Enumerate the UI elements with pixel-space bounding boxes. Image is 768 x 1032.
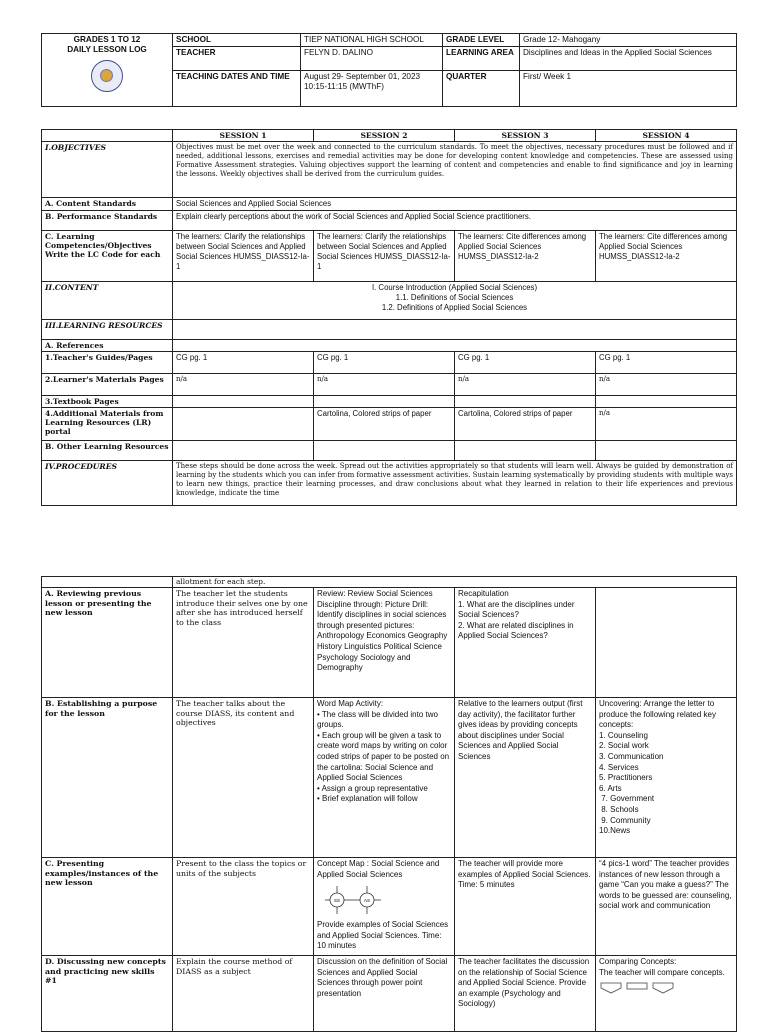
establishing-s2-bullet2: • Each group will be given a task to create word maps by writing on color coded strips of paper to be posted on the cartolina: Social Science and Applied Social Sciences <box>317 730 450 783</box>
textbook-label: 3.Textbook Pages <box>42 396 173 408</box>
content-line1: I. Course Introduction (Applied Social Sciences) <box>371 283 538 292</box>
learning-area-label: LEARNING AREA <box>443 47 520 71</box>
content-line3: 1.2. Definitions of Applied Social Sciences <box>381 303 528 312</box>
school-value: TIEP NATIONAL HIGH SCHOOL <box>301 34 443 47</box>
additional-materials-s3: Cartolina, Colored strips of paper <box>455 408 596 441</box>
presenting-s2 <box>314 858 455 956</box>
concept-map-diagram <box>317 882 427 918</box>
key-concept-item: 1. Counseling <box>599 730 648 740</box>
procedures-continued-label <box>42 577 173 588</box>
discussing-s2: Discussion on the definition of Social Sciences and Applied Social Sciences through power point presentation <box>314 956 455 1032</box>
teachers-guide-s3: CG pg. 1 <box>455 352 596 374</box>
learners-materials-s1: n/a <box>173 374 314 396</box>
procedures-continued-text: allotment for each step. <box>173 577 737 588</box>
textbook-s1 <box>173 396 314 408</box>
discussing-s3: The teacher facilitates the discussion on the relationship of Social Science and Applied Social Science. Provide an example (Psychology and Sociology) <box>455 956 596 1032</box>
session-3-header: SESSION 3 <box>455 130 596 142</box>
establishing-s3: Relative to the learners output (first day activity), the facilitator further gives ideas by providing concepts about disciplines under Social Sciences and Applied Social Sciences <box>455 698 596 858</box>
competencies-s3: The learners: Cite differences among Applied Social Sciences HUMSS_DIASS12-Ia-2 <box>455 231 596 282</box>
key-concept-item: 6. Arts <box>599 783 622 793</box>
presenting-s4: “4 pics-1 word” The teacher provides instances of new lesson through a game “Can you make a guess?” The words to be guessed are: counseling, social work and communication <box>596 858 737 956</box>
competencies-s2: The learners: Clarify the relationships between Social Sciences and Applied Social Sciences HUMSS_DIASS12-Ia-1 <box>314 231 455 282</box>
learning-resources-cell <box>173 320 737 340</box>
presenting-label: C. Presenting examples/instances of the new lesson <box>42 858 173 956</box>
reviewing-label: A. Reviewing previous lesson or presenting the new lesson <box>42 588 173 698</box>
learning-area-value: Disciplines and Ideas in the Applied Social Sciences <box>520 47 737 71</box>
quarter-label: QUARTER <box>443 71 520 107</box>
references-cell <box>173 340 737 352</box>
textbook-s2 <box>314 396 455 408</box>
other-resources-s2 <box>314 441 455 461</box>
establishing-s2-bullet4: • Brief explanation will follow <box>317 794 418 804</box>
content-text <box>173 282 737 320</box>
discussing-s4 <box>596 956 737 1032</box>
other-resources-label: B. Other Learning Resources <box>42 441 173 461</box>
textbook-s3 <box>455 396 596 408</box>
dates-value <box>301 71 443 107</box>
reviewing-s1: The teacher let the students introduce their selves one by one after she has introduced herself to the class <box>173 588 314 698</box>
establishing-label: B. Establishing a purpose for the lesson <box>42 698 173 858</box>
learners-materials-s4: n/a <box>596 374 737 396</box>
reviewing-s3-title: Recapitulation <box>458 589 509 598</box>
school-label: SCHOOL <box>173 34 301 47</box>
performance-standards-label: B. Performance Standards <box>42 211 173 231</box>
compare-shapes-diagram <box>599 981 679 995</box>
lesson-log-table-continued <box>41 576 737 1032</box>
objectives-text: Objectives must be met over the week and connected to the curriculum standards. To meet the objectives, necessary procedures must be followed and if needed, additional lessons, exercises and remedial activities may be done for developing content knowledge and competencies. These are assessed using Formative Assessment strategies. Valuing objectives support the learning of content and competencies and enable to find significance and joy in learning the lessons. Weekly objectives shall be derived from the curriculum guides. <box>173 142 737 198</box>
other-resources-s4 <box>596 441 737 461</box>
presenting-s2-text: Provide examples of Social Sciences and Applied Social Sciences. Time: 10 minutes <box>317 920 449 951</box>
content-standards-label: A. Content Standards <box>42 198 173 211</box>
dates-label: TEACHING DATES AND TIME <box>173 71 301 107</box>
reviewing-s3-q2: 2. What are related disciplines in Applied Social Sciences? <box>458 620 574 641</box>
procedures-label: IV.PROCEDURES <box>42 461 173 506</box>
content-standards-text: Social Sciences and Applied Social Sciences <box>173 198 737 211</box>
key-concept-item: 5. Practitioners <box>599 773 653 783</box>
key-concept-item: 8. Schools <box>599 804 639 814</box>
key-concept-item: 3. Communication <box>599 751 664 761</box>
dates-value-line2: 10:15-11:15 (MWThF) <box>304 82 384 91</box>
header-title-line2: DAILY LESSON LOG <box>67 45 147 54</box>
session-2-header: SESSION 2 <box>314 130 455 142</box>
key-concept-item: 10.News <box>599 826 631 836</box>
dates-value-line1: August 29- September 01, 2023 <box>304 72 421 81</box>
deped-seal-icon <box>91 60 123 92</box>
concept-node-ss-label: SS <box>333 898 341 904</box>
teachers-guide-s4: CG pg. 1 <box>596 352 737 374</box>
header-title-cell <box>42 34 173 107</box>
reviewing-s4 <box>596 588 737 698</box>
teachers-guide-s1: CG pg. 1 <box>173 352 314 374</box>
teachers-guide-s2: CG pg. 1 <box>314 352 455 374</box>
establishing-s4-title: Uncovering: Arrange the letter to produce the following related key concepts: <box>599 699 716 730</box>
competencies-label: C. Learning Competencies/Objectives Write the LC Code for each <box>42 231 173 282</box>
content-line2: 1.1. Definitions of Social Sciences <box>395 293 514 302</box>
procedures-text: These steps should be done across the week. Spread out the activities appropriately so that students will learn well. Always be guided by demonstration of learning by the students which you can infer from formative assessment activities. Sustain learning systematically by providing students with multiple ways to learn new things, practice their learning processes, and draw conclusions about what they learned in relation to their life experiences and previous knowledge, indicate the time <box>173 461 737 506</box>
other-resources-s1 <box>173 441 314 461</box>
key-concept-item: 2. Social work <box>599 741 649 751</box>
teacher-label: TEACHER <box>173 47 301 71</box>
reviewing-s2: Review: Review Social Sciences Discipline through: Picture Drill: Identify disciplines in social sciences through presented pictures: Anthropology Economics Geography History Linguistics Political Science Psychology Sociology and Demography <box>314 588 455 698</box>
performance-standards-text: Explain clearly perceptions about the work of Social Sciences and Applied Social Science practitioners. <box>173 211 737 231</box>
textbook-s4 <box>596 396 737 408</box>
objectives-label: I.OBJECTIVES <box>42 142 173 198</box>
other-resources-s3 <box>455 441 596 461</box>
learning-resources-label: III.LEARNING RESOURCES <box>42 320 173 340</box>
references-label: A. References <box>42 340 173 352</box>
teacher-value: FELYN D. DALINO <box>301 47 443 71</box>
discussing-s4-line1: Comparing Concepts: <box>599 957 677 966</box>
establishing-s2-title: Word Map Activity: <box>317 699 384 708</box>
establishing-s2-bullet1: • The class will be divided into two groups. <box>317 709 438 730</box>
additional-materials-s2: Cartolina, Colored strips of paper <box>314 408 455 441</box>
establishing-s2 <box>314 698 455 858</box>
competencies-s4: The learners: Cite differences among Applied Social Sciences HUMSS_DIASS12-Ia-2 <box>596 231 737 282</box>
competencies-s1: The learners: Clarify the relationships between Social Sciences and Applied Social Sciences HUMSS_DIASS12-Ia-1 <box>173 231 314 282</box>
learners-materials-label: 2.Learner's Materials Pages <box>42 374 173 396</box>
additional-materials-s1 <box>173 408 314 441</box>
teachers-guide-label: 1.Teacher's Guides/Pages <box>42 352 173 374</box>
establishing-s2-bullet3: • Assign a group representative <box>317 783 428 793</box>
header-table <box>41 33 737 107</box>
session-1-header: SESSION 1 <box>173 130 314 142</box>
reviewing-s3-q1: 1. What are the disciplines under Social Sciences? <box>458 599 575 620</box>
lesson-log-table <box>41 129 737 506</box>
establishing-s4 <box>596 698 737 858</box>
key-concept-item: 9. Community <box>599 815 651 825</box>
corner-cell <box>42 130 173 142</box>
grade-level-value: Grade 12- Mahogany <box>520 34 737 47</box>
key-concept-item: 7. Government <box>599 794 655 804</box>
presenting-s2-title: Concept Map : Social Science and Applied Social Sciences <box>317 859 440 879</box>
session-4-header: SESSION 4 <box>596 130 737 142</box>
concept-node-as-label: AS <box>363 898 371 904</box>
presenting-s1: Present to the class the topics or units of the subjects <box>173 858 314 956</box>
quarter-value: First/ Week 1 <box>520 71 737 107</box>
discussing-s1: Explain the course method of DIASS as a subject <box>173 956 314 1032</box>
discussing-s4-line2: The teacher will compare concepts. <box>599 967 725 977</box>
discussing-label: D. Discussing new concepts and practicing new skills #1 <box>42 956 173 1032</box>
additional-materials-s4: n/a <box>596 408 737 441</box>
grade-level-label: GRADE LEVEL <box>443 34 520 47</box>
establishing-s1: The teacher talks about the course DIASS, its content and objectives <box>173 698 314 858</box>
key-concept-item: 4. Services <box>599 762 639 772</box>
header-title-line1: GRADES 1 TO 12 <box>73 35 141 44</box>
additional-materials-label: 4.Additional Materials from Learning Resources (LR) portal <box>42 408 173 441</box>
presenting-s3: The teacher will provide more examples of Applied Social Sciences. Time: 5 minutes <box>455 858 596 956</box>
learners-materials-s2: n/a <box>314 374 455 396</box>
learners-materials-s3: n/a <box>455 374 596 396</box>
content-label: II.CONTENT <box>42 282 173 320</box>
reviewing-s3 <box>455 588 596 698</box>
